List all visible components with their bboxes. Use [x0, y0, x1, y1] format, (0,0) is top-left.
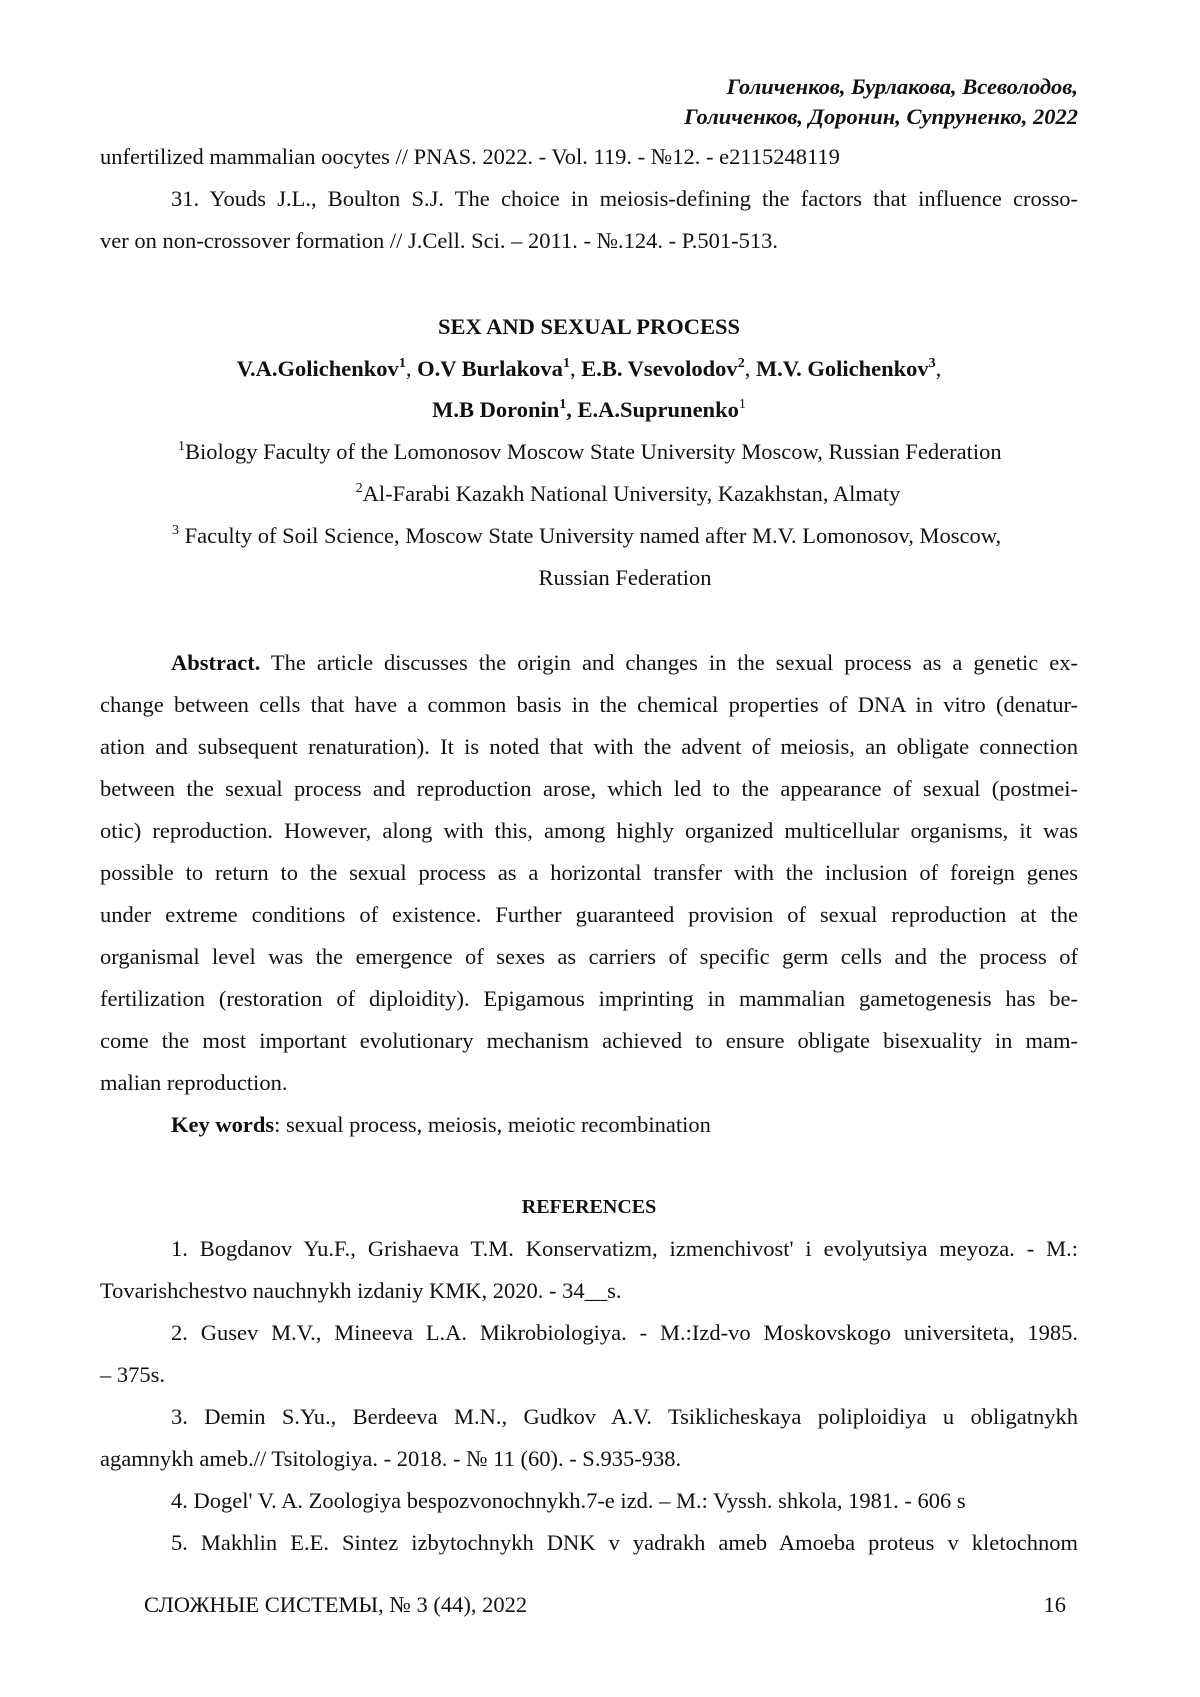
- author: O.V Burlakova: [417, 356, 563, 381]
- journal-name: СЛОЖНЫЕ СИСТЕМЫ, № 3 (44), 2022: [144, 1592, 528, 1617]
- aff-text: Biology Faculty of the Lomonosov Moscow State University Moscow, Russian Federation: [185, 439, 1002, 464]
- abstract-line: organismal level was the emergence of sexes as carriers of specific germ cells and the process of: [100, 944, 1078, 969]
- author-sup: 2: [737, 356, 745, 371]
- header-line: Голиченков, Доронин, Супруненко, 2022: [684, 104, 1078, 129]
- abstract-line: fertilization (restoration of diploidity). Epigamous imprinting in mammalian gametogenesis has be-: [100, 986, 1078, 1011]
- aff-sup: 3: [172, 523, 179, 538]
- reference-line: 31. Youds J.L., Boulton S.J. The choice in meiosis-defining the factors that influence crosso-: [171, 186, 1078, 211]
- reference-line: agamnykh ameb.// Tsitologiya. - 2018. - № 11 (60). - S.935-938.: [100, 1446, 682, 1471]
- authors-line: [100, 348, 1078, 390]
- reference-tail: unfertilized mammalian oocytes // PNAS. 2022. - Vol. 119. - №12. - e2115248119: [100, 144, 840, 169]
- page-number: 16: [1043, 1592, 1066, 1617]
- keywords: [171, 1104, 1078, 1146]
- abstract-line: under extreme conditions of existence. Further guaranteed provision of sexual reproduction at the: [100, 902, 1078, 927]
- aff-sup: 1: [178, 439, 185, 454]
- article-title: SEX AND SEXUAL PROCESS: [438, 314, 740, 339]
- authors-line: [100, 389, 1078, 431]
- aff-text: Faculty of Soil Science, Moscow State University named after M.V. Lomonosov, Moscow,: [179, 523, 1002, 548]
- reference-line: 4. Dogel' V. A. Zoologiya bespozvonochnykh.7-e izd. – M.: Vyssh. shkola, 1981. - 606 s: [171, 1488, 966, 1513]
- abstract-line: malian reproduction.: [100, 1070, 288, 1095]
- author-sup: 1: [562, 356, 570, 371]
- aff-text: Al-Farabi Kazakh National University, Kazakhstan, Almaty: [362, 481, 901, 506]
- author-sup: 3: [928, 356, 936, 371]
- abstract-label: Abstract.: [171, 650, 261, 675]
- reference-line: 1. Bogdanov Yu.F., Grishaeva T.M. Konservatizm, izmenchivost' i evolyutsiya meyoza. - M.:: [171, 1236, 1078, 1261]
- affiliation: [178, 473, 1078, 515]
- reference-line: 2. Gusev M.V., Mineeva L.A. Mikrobiologiya. - M.:Izd-vo Moskovskogo universiteta, 1985.: [171, 1320, 1078, 1345]
- author: E.A.Suprunenko: [577, 397, 739, 422]
- affiliation: [172, 515, 1078, 557]
- abstract-line: come the most important evolutionary mechanism achieved to ensure obligate bisexuality in mam-: [100, 1028, 1078, 1053]
- abstract-line: otic) reproduction. However, along with this, among highly organized multicellular organisms, it was: [100, 818, 1078, 843]
- affiliation-cont: Russian Federation: [538, 565, 712, 590]
- abstract-line: [171, 642, 1078, 684]
- abstract-line: between the sexual process and reproduction arose, which led to the appearance of sexual (postmei-: [100, 776, 1078, 801]
- affiliation: [178, 431, 1078, 473]
- author: M.B Doronin: [432, 397, 560, 422]
- sep: ,: [935, 356, 942, 381]
- reference-line: ver on non-crossover formation // J.Cell. Sci. – 2011. - №.124. - P.501-513.: [100, 228, 779, 253]
- author-sup: 1: [738, 397, 746, 412]
- aff-sup: 2: [355, 481, 363, 496]
- sep: ,: [744, 356, 756, 381]
- reference-line: 3. Demin S.Yu., Berdeeva M.N., Gudkov A.V. Tsiklicheskaya poliploidiya u obligatnykh: [171, 1404, 1078, 1429]
- author-sup: 1: [398, 356, 406, 371]
- author-sup: 1: [559, 397, 567, 412]
- sep: ,: [569, 356, 582, 381]
- author: M.V. Golichenkov: [755, 356, 929, 381]
- author: E.B. Vsevolodov: [581, 356, 738, 381]
- sep: ,: [405, 356, 418, 381]
- abstract-text: The article discusses the origin and changes in the sexual process as a genetic ex-: [260, 650, 1078, 675]
- sep: ,: [566, 397, 578, 422]
- abstract-line: possible to return to the sexual process as a horizontal transfer with the inclusion of foreign genes: [100, 860, 1078, 885]
- keywords-text: : sexual process, meiosis, meiotic recombination: [274, 1112, 711, 1137]
- reference-line: – 375s.: [100, 1362, 166, 1387]
- header-line: Голиченков, Бурлакова, Всеволодов,: [726, 74, 1078, 99]
- author: V.A.Golichenkov: [236, 356, 399, 381]
- reference-line: Tovarishchestvo nauchnykh izdaniy KMK, 2020. - 34__s.: [100, 1278, 622, 1303]
- keywords-label: Key words: [171, 1112, 275, 1137]
- reference-line: 5. Makhlin E.E. Sintez izbytochnykh DNK v yadrakh ameb Amoeba proteus v kletochnom: [171, 1530, 1078, 1555]
- abstract-line: change between cells that have a common basis in the chemical properties of DNA in vitro (denatur-: [100, 692, 1078, 717]
- references-title: REFERENCES: [521, 1196, 657, 1218]
- abstract-line: ation and subsequent renaturation). It is noted that with the advent of meiosis, an obligate connection: [100, 734, 1078, 759]
